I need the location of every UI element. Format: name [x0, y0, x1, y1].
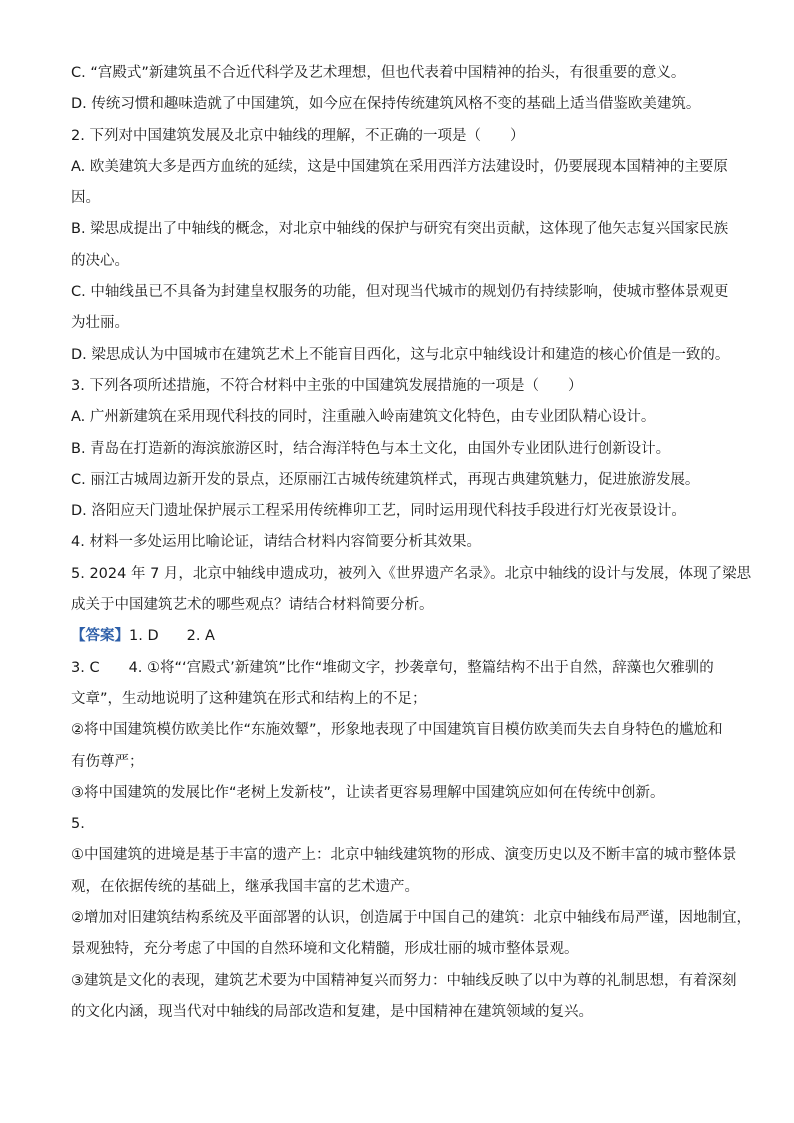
answer-5-point2-line2: 景观独特，充分考虑了中国的自然环境和文化精髓，形成壮丽的城市整体景观。: [71, 941, 579, 958]
answer-4-point2-line1: ②将中国建筑模仿欧美比作“东施效颦”，形象地表现了中国建筑盲目模仿欧美而失去自身特色的尴尬和: [71, 722, 723, 739]
option-2a-line1: A. 欧美建筑大多是西方血统的延续，这是中国建筑在采用西洋方法建设时，仍要展现本国精神的主要原: [71, 158, 728, 175]
answer-5-point1-line2: 观，在依据传统的基础上，继承我国丰富的艺术遗产。: [71, 878, 419, 895]
option-2b-line1: B. 梁思成提出了中轴线的概念，对北京中轴线的保护与研究有突出贡献，这体现了他矢志复兴国家民族: [71, 221, 729, 238]
question-4: 4. 材料一多处运用比喻论证，请结合材料内容简要分析其效果。: [71, 534, 481, 551]
question-5-line2: 成关于中国建筑艺术的哪些观点？请结合材料简要分析。: [71, 597, 434, 614]
option-3a: A. 广州新建筑在采用现代科技的同时，注重融入岭南建筑文化特色，由专业团队精心设计。: [71, 409, 656, 426]
option-2c-line1: C. 中轴线虽已不具备为封建皇权服务的功能，但对现当代城市的规划仍有持续影响，使城市整体景观更: [71, 284, 729, 301]
answer-4-point2-line2: 有伤尊严；: [71, 753, 144, 770]
answer-5-point2-line1: ②增加对旧建筑结构系统及平面部署的认识，创造属于中国自己的建筑：北京中轴线布局严谨，因地制宜，: [71, 910, 751, 927]
option-2b-line2: 的决心。: [71, 252, 129, 269]
answer-5-point3-line2: 的文化内涵，现当代对中轴线的局部改造和复建，是中国精神在建筑领域的复兴。: [71, 1003, 593, 1020]
answer-1: 1. D: [129, 628, 159, 645]
option-1c: C. “宫殿式”新建筑虽不合近代科学及艺术理想，但也代表着中国精神的抬头，有很重要的意义。: [71, 65, 686, 81]
answer-5-point3-line1: ③建筑是文化的表现，建筑艺术要为中国精神复兴而努力：中轴线反映了以中为尊的礼制思想，有着深刻: [71, 972, 737, 989]
answer-4-point3: ③将中国建筑的发展比作“老树上发新枝”，让读者更容易理解中国建筑应如何在传统中创新。: [71, 784, 665, 801]
answer-tag: 【答案】: [71, 628, 129, 645]
question-2: 2. 下列对中国建筑发展及北京中轴线的理解，不正确的一项是（ ）: [71, 127, 525, 144]
option-3d: D. 洛阳应天门遗址保护展示工程采用传统榫卯工艺，同时运用现代科技手段进行灯光夜景设计。: [71, 503, 686, 520]
answer-5-label: 5.: [71, 816, 85, 833]
question-5-line1: 5. 2024 年 7 月，北京中轴线申遗成功，被列入《世界遗产名录》。北京中轴线的设计与发展，体现了梁思: [71, 565, 752, 582]
answer-line: [71, 621, 717, 652]
option-2c-line2: 为壮丽。: [71, 315, 129, 332]
option-2a-line2: 因。: [71, 190, 100, 207]
answer-5-point1-line1: ①中国建筑的进境是基于丰富的遗产上：北京中轴线建筑物的形成、演变历史以及不断丰富的城市整体景: [71, 847, 737, 864]
option-3b: B. 青岛在打造新的海滨旅游区时，结合海洋特色与本土文化，由国外专业团队进行创新设计。: [71, 440, 671, 457]
option-1d: D. 传统习惯和趣味造就了中国建筑，如今应在保持传统建筑风格不变的基础上适当借鉴欧美建筑。: [71, 96, 701, 113]
answer-3-4-line1: 3. C 4. ①将“‘宫殿式’新建筑”比作“堆砌文字，抄袭章句，整篇结构不出于自然，辞藻也欠雅驯的: [71, 659, 714, 676]
option-3c: C. 丽江古城周边新开发的景点，还原丽江古城传统建筑样式，再现古典建筑魅力，促进旅游发展。: [71, 471, 700, 488]
answer-4-line2: 文章”，生动地说明了这种建筑在形式和结构上的不足；: [71, 690, 427, 707]
option-2d: D. 梁思成认为中国城市在建筑艺术上不能盲目西化，这与北京中轴线设计和建造的核心价值是一致的。: [71, 346, 730, 363]
question-3: 3. 下列各项所述措施，不符合材料中主张的中国建筑发展措施的一项是（ ）: [71, 377, 583, 394]
document-page: [71, 58, 752, 1028]
answer-2: 2. A: [186, 628, 215, 645]
